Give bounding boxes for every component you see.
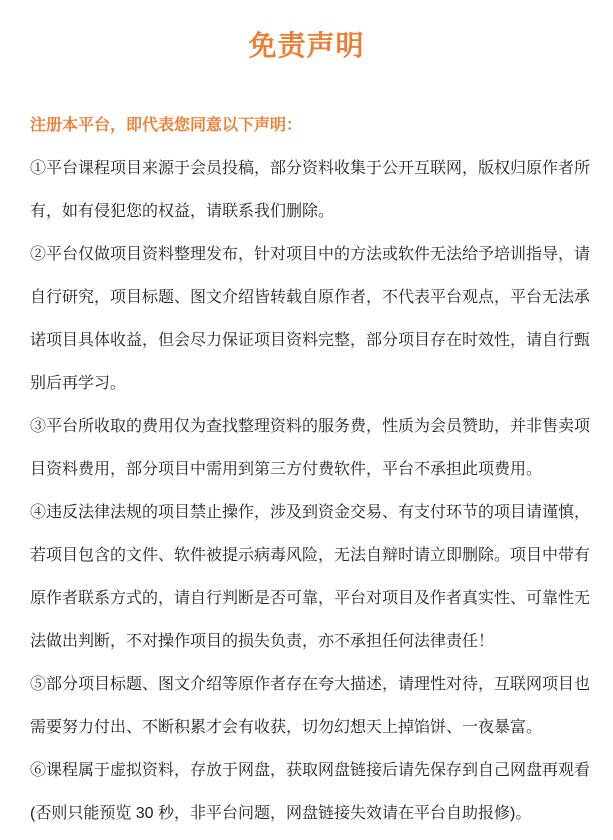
text-line: 若项目包含的文件、软件被提示病毒风险，无法自辩时请立即删除。项目中带有 (30, 547, 591, 564)
text-line: 别后再学习。 (30, 375, 127, 392)
text-line: ①平台课程项目来源于会员投稿，部分资料收集于公开互联网，版权归原作者所 (30, 160, 591, 177)
page-title: 免责声明 (248, 30, 365, 61)
text-line: ⑤部分项目标题、图文介绍等原作者存在夸大描述，请理性对待，互联网项目也 (30, 676, 591, 693)
document-body (0, 104, 613, 835)
text-line: 自行研究，项目标题、图文介绍皆转载自原作者，不代表平台观点，平台无法承 (30, 289, 591, 306)
text-line: ③平台所收取的费用仅为查找整理资料的服务费，性质为会员赞助，并非售卖项 (30, 418, 591, 435)
text-line: 有，如有侵犯您的权益，请联系我们删除。 (30, 203, 335, 220)
paragraph-1 (30, 147, 589, 233)
text-line: ⑥课程属于虚拟资料，存放于网盘，获取网盘链接后请先保存到自己网盘再观看 (30, 762, 591, 779)
text-line: 需要努力付出、不断积累才会有收获，切勿幻想天上掉馅饼、一夜暴富。 (30, 719, 543, 736)
text-line: ②平台仅做项目资料整理发布，针对项目中的方法或软件无法给予培训指导，请 (30, 246, 591, 263)
paragraph-4 (30, 491, 589, 663)
intro-statement: 注册本平台，即代表您同意以下声明： (30, 117, 303, 134)
paragraph-5 (30, 663, 589, 749)
text-line: 原作者联系方式的，请自行判断是否可靠，平台对项目及作者真实性、可靠性无 (30, 590, 591, 607)
paragraph-3 (30, 405, 589, 491)
paragraph-2 (30, 233, 589, 405)
text-line: 目资料费用，部分项目中需用到第三方付费软件，平台不承担此项费用。 (30, 461, 543, 478)
text-line: (否则只能预览 30 秒，非平台问题，网盘链接失效请在平台自助报修)。 (30, 805, 532, 822)
disclaimer-page (0, 28, 613, 840)
text-line: ④违反法律法规的项目禁止操作，涉及到资金交易、有支付环节的项目请谨慎， (30, 504, 591, 521)
text-line: 诺项目具体收益，但会尽力保证项目资料完整，部分项目存在时效性，请自行甄 (30, 332, 591, 349)
paragraph-6 (30, 749, 589, 835)
text-line: 法做出判断，不对操作项目的损失负责，亦不承担任何法律责任！ (30, 633, 495, 650)
